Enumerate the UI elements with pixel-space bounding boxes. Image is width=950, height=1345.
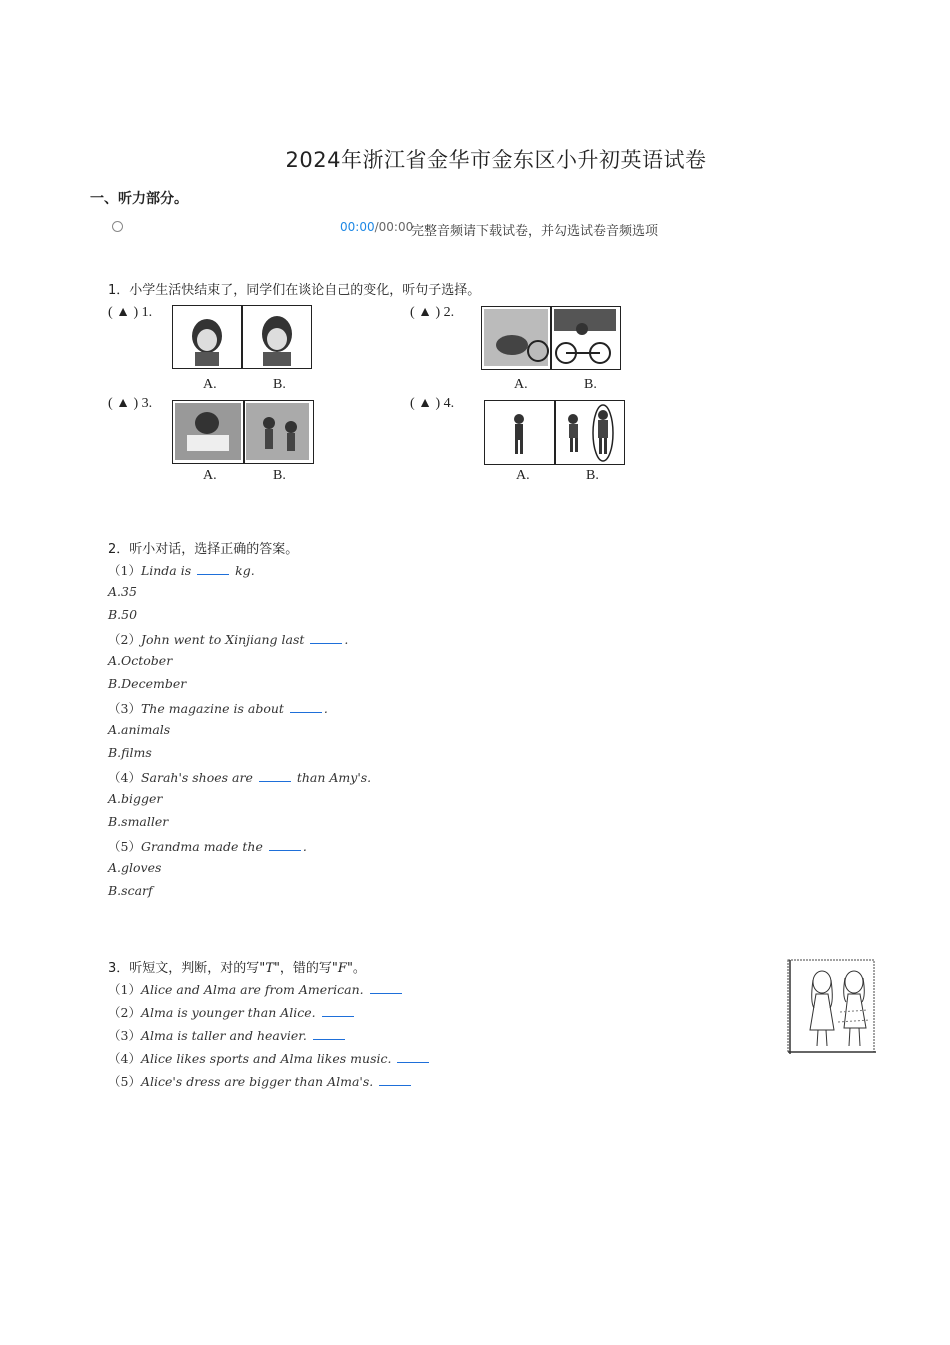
q3-item1: （1）Alice and Alma are from American. — [108, 980, 404, 998]
q2-item2-option-a: A.October — [108, 653, 173, 668]
audio-download-hint: 完整音频请下载试卷，并勾选试卷音频选项 — [411, 224, 659, 239]
q2-item1-option-a: A.35 — [108, 584, 137, 599]
q3-prompt: 3．听短文，判断，对的写"T"，错的写"F"。 — [108, 961, 366, 976]
q1-item3-pictures — [172, 400, 314, 464]
audio-time — [340, 220, 413, 234]
answer-blank[interactable] — [290, 700, 322, 713]
q1-item1-option-b: B. — [273, 377, 286, 392]
fall-and-bike-illustration — [482, 307, 619, 368]
q3-item2: （2）Alma is younger than Alice. — [108, 1003, 356, 1021]
page-title: 2024年浙江省金华市金东区小升初英语试卷 — [285, 148, 707, 172]
q2-item2-option-b: B.December — [108, 676, 187, 691]
q2-prompt: 2．听小对话，选择正确的答案。 — [108, 542, 299, 557]
answer-blank[interactable] — [313, 1027, 345, 1040]
q2-item4-option-b: B.smaller — [108, 814, 169, 829]
q2-item3-option-a: A.animals — [108, 722, 171, 737]
answer-blank[interactable] — [259, 769, 291, 782]
q2-item4-option-a: A.bigger — [108, 791, 163, 806]
q1-item2-pictures — [481, 306, 621, 370]
q1-item2-option-b: B. — [584, 377, 597, 392]
q2-item1: （1）Linda is kg. — [108, 563, 255, 578]
q2-item5-option-a: A.gloves — [108, 860, 162, 875]
answer-blank[interactable] — [322, 1004, 354, 1017]
q3-item5: （5）Alice's dress are bigger than Alma's. — [108, 1072, 413, 1090]
q2-item5-option-b: B.scarf — [108, 883, 153, 898]
q1-item1-pictures — [172, 305, 312, 369]
q1-item4-option-b: B. — [586, 468, 599, 483]
audio-time-separator: / — [374, 220, 379, 234]
q3-item3: （3）Alma is taller and heavier. — [108, 1026, 347, 1044]
q1-item4-pictures — [484, 400, 625, 465]
q2-item3-option-b: B.films — [108, 745, 152, 760]
q1-item4-option-a: A. — [516, 468, 530, 483]
boy-and-kids-illustration — [485, 401, 623, 463]
q2-item3: （3）The magazine is about . — [108, 701, 328, 716]
q1-item3-option-a: A. — [203, 468, 217, 483]
audio-select-radio[interactable] — [112, 221, 123, 232]
q2-item1-option-b: B.50 — [108, 607, 138, 622]
answer-blank[interactable] — [379, 1073, 411, 1086]
audio-current-time: 00:00 — [340, 220, 375, 234]
q1-item1-option-a: A. — [203, 377, 217, 392]
girl-reading-and-kids-playing-illustration — [173, 401, 312, 462]
answer-blank[interactable] — [197, 562, 229, 575]
q3-item4: （4）Alice likes sports and Alma likes music. — [108, 1049, 431, 1067]
answer-blank[interactable] — [269, 838, 301, 851]
section-title: 一、听力部分。 — [90, 191, 188, 207]
audio-total-time: 00:00 — [378, 220, 414, 234]
q2-item4: （4）Sarah's shoes are than Amy's. — [108, 770, 372, 785]
girl-faces-illustration — [173, 306, 310, 367]
answer-blank[interactable] — [397, 1050, 429, 1063]
answer-blank[interactable] — [370, 981, 402, 994]
q1-item3-option-b: B. — [273, 468, 286, 483]
two-girls-sketch-illustration — [780, 952, 878, 1056]
q1-item2-option-a: A. — [514, 377, 528, 392]
q1-item3-label: ( ▲ ) 3. — [108, 396, 153, 411]
q2-item5: （5）Grandma made the . — [108, 839, 307, 854]
q1-prompt: 1．小学生活快结束了，同学们在谈论自己的变化，听句子选择。 — [108, 283, 481, 298]
q1-item1-label: ( ▲ ) 1. — [108, 305, 153, 320]
q1-item2-label: ( ▲ ) 2. — [410, 305, 455, 320]
answer-blank[interactable] — [310, 631, 342, 644]
q1-item4-label: ( ▲ ) 4. — [410, 396, 455, 411]
q2-item2: （2）John went to Xinjiang last . — [108, 632, 349, 647]
